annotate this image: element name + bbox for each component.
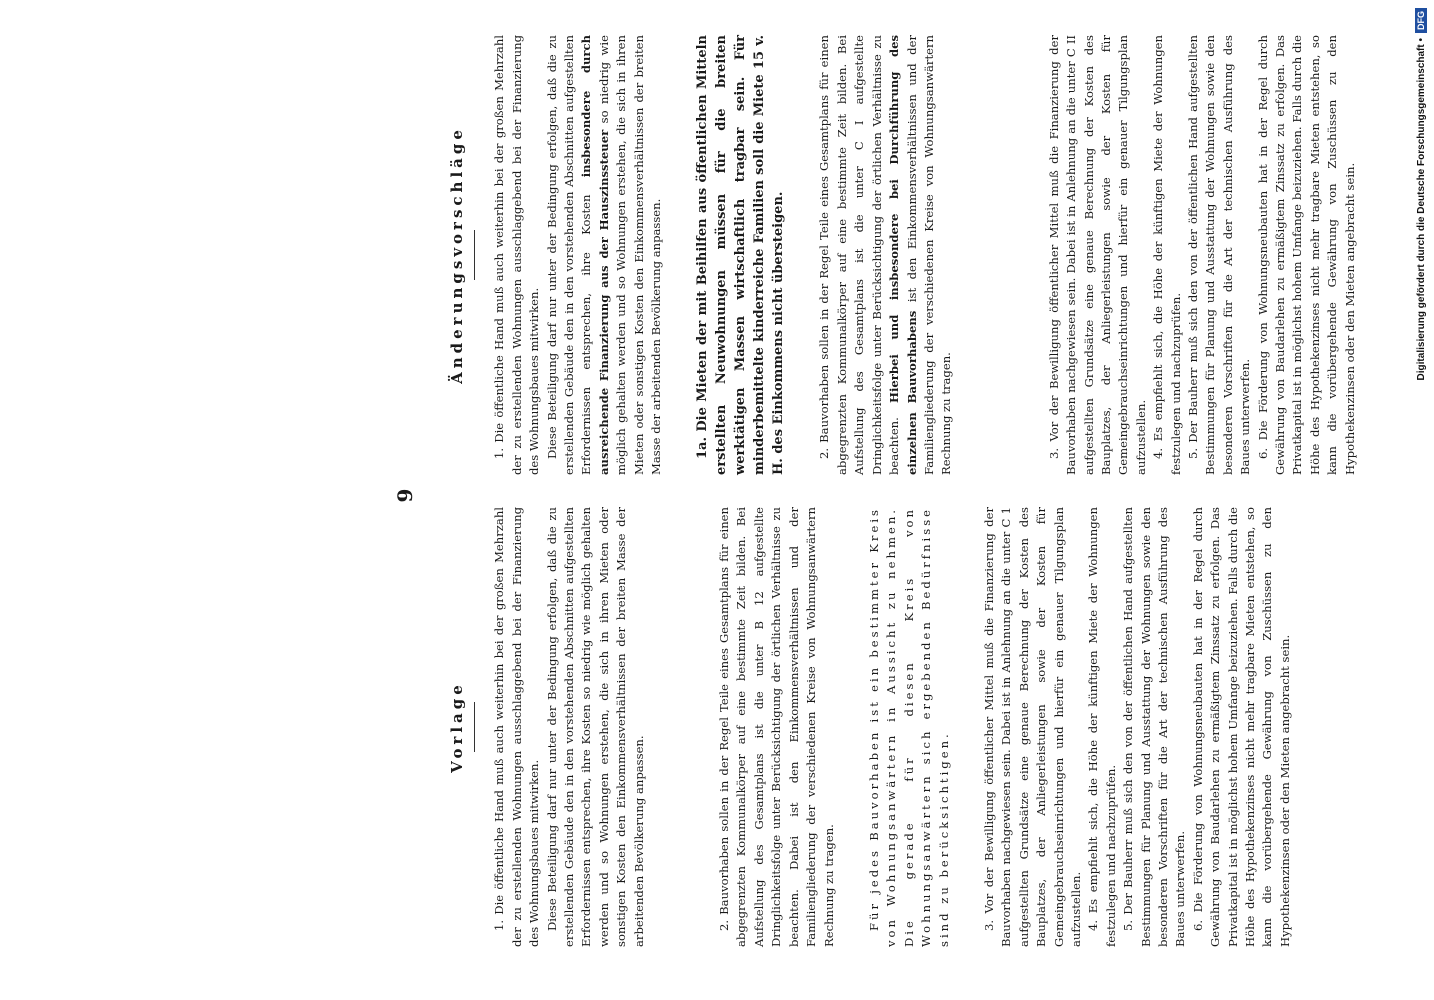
right-section-1: [491, 35, 665, 475]
paragraph: 1. Die öffentliche Hand muß auch weiterhin bei der großen Mehrzahl der zu erstellenden Wohnungen ausschlaggebend bei der Finanzierung des Wohnungsbaues mitwirken.: [492, 507, 542, 947]
paragraph: 6. Die Förderung von Wohnungsneubauten hat in der Regel durch Gewährung von Baudarlehen zu ermäßigtem Zinssatz zu erfolgen. Das Privatkapital ist in möglichst hohem Umfange beizuziehen. Falls durch die Höhe des Hypothekenzinses nicht mehr tragbare Mieten entstehen, so kann die vorübergehende Gewährung von Zuschüssen zu den Hypothekenzinsen oder den Mieten angebracht sein.: [1255, 35, 1357, 475]
credit-text: Digitalisierung gefördert durch die Deutsche Forschungsgemeinschaft •: [1415, 38, 1427, 381]
bold-amendment-paragraph: 1a. Die Mieten der mit Beihilfen aus öffentlichen Mitteln erstellten Neuwohnungen müssen für die breiten werktätigen Massen wirtschaftlich tragbar sein. Für minderbemittelte kinderreiche Familien soll die Miete 15 v. H. des Einkommens nicht übersteigen.: [695, 35, 787, 475]
left-section-1: [491, 507, 648, 947]
spacer: [984, 35, 1024, 475]
paragraph: 3. Vor der Bewilligung öffentlicher Mittel muß die Finanzierung der Bauvorhaben nachgewiesen sein. Dabei ist in Anlehnung an die unter C 1 aufgestellten Grundsätze eine genaue Berechnung der Kosten des Bauplatzes, der Anliegerleistungen sowie der Kosten für Gemeingebrauchseinrichtungen und hierfür ein genauer Tilgungsplan aufzustellen.: [981, 507, 1083, 947]
dfg-credit: [1411, 8, 1431, 992]
text-run: so niedrig wie möglich gehalten werden und so Wohnungen erstehen, die sich in ihren Mieten oder sonstigen Kosten den Einkommensverhältnissen der breiten Masse der arbeitenden Bevölkerung anpassen.: [596, 35, 664, 475]
spacer: [676, 507, 716, 947]
text-run: ist den Einkommensverhältnissen und der Familiengliederung der verschiedenen Kreise von Wohnungsanwärtern Rechnung zu tragen.: [904, 35, 954, 475]
paragraph: 2. Bauvorhaben sollen in der Regel Teile eines Gesamtplans für einen abgegrenzten Kommunalkörper auf eine bestimmte Zeit bilden. Bei Aufstellung des Gesamtplans ist die unter B 12 aufgestellte Dringlichkeitsfolge unter Berücksichtigung der örtlichen Verhältnisse zu beachten. Dabei ist den Einkommensverhältnissen und der Familiengliederung der verschiedenen Kreise von Wohnungsanwärtern Rechnung zu tragen.: [717, 507, 836, 947]
paragraph-with-emphasis: [544, 35, 666, 475]
paragraph: 6. Die Förderung von Wohnungsneubauten hat in der Regel durch Gewährung von Baudarlehen zu ermäßigtem Zinssatz zu erfolgen. Das Privatkapital ist in möglichst hohem Umfange beizuziehen. Falls durch die Höhe des Hypothekenzinses nicht mehr tragbare Mieten entstehen, so kann die vorübergehende Gewährung von Zuschüssen zu den Hypothekenzinsen oder den Mieten angebracht sein.: [1190, 507, 1292, 947]
paragraph: Diese Beteiligung darf nur unter der Bedingung erfolgen, daß die zu erstellenden Gebäude den in den vorstehenden Abschnitten aufgestellten Erfordernissen entsprechen, ihre Kosten so niedrig wie möglich gehalten werden und so Wohnungen erstehen, die sich in ihren Mieten oder sonstigen Kosten den Einkommensverhältnissen der breiten Masse der arbeitenden Bevölkerung anpassen.: [544, 507, 646, 947]
dfg-credit-strip: [1411, 8, 1431, 992]
bold-emphasis: Hierbei und insbesondere bei Durchführung des einzelnen Bauvorhabens: [887, 35, 919, 475]
right-section-2: [816, 35, 955, 475]
right-section-3: [1046, 35, 1359, 475]
bold-emphasis: insbesondere durch ausreichende Finanzierung aus der Hauszinssteuer: [579, 35, 611, 475]
spaced-emphasis-paragraph: Für jedes Bauvorhaben ist ein bestimmter Kreis von Wohnungsanwärtern in Aussicht zu nehmen. Die gerade für diesen Kreis von Wohnungsanwärtern sich ergebenden Bedürfnisse sind zu berücksichtigen.: [866, 507, 951, 947]
right-column: [439, 35, 1387, 475]
paragraph: 5. Der Bauherr muß sich den von der öffentlichen Hand aufgestellten Bestimmungen für Planung und Ausstattung der Wohnungen sowie den besonderen Vorschriften für die Art der technischen Ausführung des Baues unterwerfen.: [1185, 35, 1253, 475]
right-column-title: Änderungsvorschläge: [448, 126, 466, 384]
document-page: [379, 25, 1434, 965]
text-run: 2. Bauvorhaben sollen in der Regel Teile eines Gesamtplans für einen abgegrenzten Kommunalkörper auf eine bestimmte Zeit bilden. Bei Aufstellung des Gesamtplans ist die unter C I aufgestellte Dringlichkeitsfolge unter Berücksichtigung der örtlichen Verhältnisse zu beachten.: [817, 35, 902, 475]
left-section-2: [716, 507, 838, 947]
title-rule: [474, 230, 475, 280]
left-column: [439, 507, 1322, 947]
paragraph: 3. Vor der Bewilligung öffentlicher Mittel muß die Finanzierung der Bauvorhaben nachgewiesen sein. Dabei ist in Anlehnung an die unter C II aufgestellten Grundsätze eine genaue Berechnung der Kosten des Bauplatzes, der Anliegerleistungen sowie der Kosten für Gemeingebrauchseinrichtungen und hierfür ein genauer Tilgungsplan aufzustellen.: [1046, 35, 1148, 475]
paragraph: 4. Es empfiehlt sich, die Höhe der künftigen Miete der Wohnungen festzulegen und nachzuprüfen.: [1151, 35, 1183, 475]
paragraph: 4. Es empfiehlt sich, die Höhe der künftigen Miete der Wohnungen festzulegen und nachzuprüfen.: [1086, 507, 1118, 947]
paragraph: 5. Der Bauherr muß sich den von der öffentlichen Hand aufgestellten Bestimmungen für Planung und Ausstattung der Wohnungen sowie den besonderen Vorschriften für die Art der technischen Ausführung des Baues unterwerfen.: [1121, 507, 1188, 947]
paragraph-with-emphasis: [816, 35, 955, 475]
page-number: 9: [393, 487, 417, 503]
paragraph: 1. Die öffentliche Hand muß auch weiterhin bei der großen Mehrzahl der zu erstellenden Wohnungen ausschlaggebend bei der Finanzierung des Wohnungsbaues mitwirken.: [492, 35, 542, 475]
text-run: Diese Beteiligung darf nur unter der Bedingung erfolgen, daß die zu erstellenden Gebäude den in den vorstehenden Abschnitten aufgestellten Erfordernissen entsprechen, ihre Kosten: [544, 35, 594, 475]
right-section-1a: [693, 35, 788, 475]
spacer: [1024, 35, 1046, 475]
dfg-logo: DFG: [1415, 8, 1427, 33]
left-column-title: Vorlage: [448, 681, 466, 773]
left-section-3: [981, 507, 1294, 947]
title-rule: [474, 702, 475, 752]
left-section-spaced: [866, 507, 953, 947]
